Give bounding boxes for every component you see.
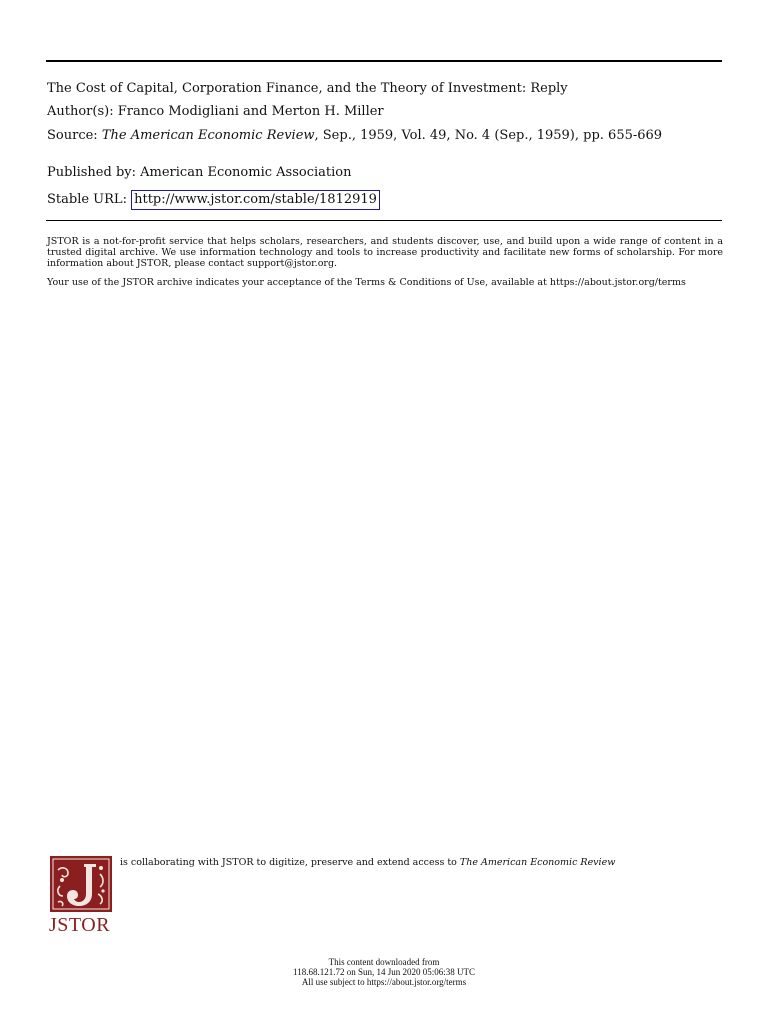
- download-notice: This content downloaded from: [328, 957, 440, 967]
- publisher-name: American Economic Association: [140, 165, 352, 180]
- terms-notice: Your use of the JSTOR archive indicates your acceptance of the Terms & Conditions of Use, available at https://about.jstor.org/terms: [47, 277, 686, 288]
- stable-url-label: Stable URL:: [47, 192, 127, 207]
- download-terms: All use subject to https://about.jstor.org/terms: [301, 977, 467, 987]
- stable-url-row: [47, 190, 380, 210]
- jstor-about-notice: JSTOR is a not-for-profit service that helps scholars, researchers, and students discover, use, and build upon a wide range of content in a trusted digital archive. We use information technology and tools to increase productivity and facilitate new forms of scholarship. For more information about JSTOR, please contact support@jstor.org.: [47, 236, 723, 269]
- article-authors: [47, 104, 384, 119]
- collaboration-statement: [120, 857, 680, 868]
- source-details: , Sep., 1959, Vol. 49, No. 4 (Sep., 1959), pp. 655-669: [314, 128, 663, 143]
- stable-url-link[interactable]: http://www.jstor.com/stable/1812919: [131, 190, 380, 210]
- collaboration-journal: The American Economic Review: [459, 857, 616, 868]
- section-divider: [46, 220, 722, 221]
- jstor-logo-icon: [50, 856, 112, 912]
- download-ip-timestamp: 118.68.121.72 on Sun, 14 Jun 2020 05:06:38 UTC: [293, 967, 475, 977]
- publisher-label: Published by:: [47, 165, 136, 180]
- jstor-emblem-icon: [50, 856, 112, 912]
- source-journal: The American Economic Review: [101, 128, 315, 143]
- source-label: Source:: [47, 128, 98, 143]
- article-source: [47, 128, 723, 143]
- article-publisher: [47, 165, 351, 180]
- author-names: Franco Modigliani and Merton H. Miller: [117, 104, 384, 119]
- top-rule: [46, 60, 722, 62]
- jstor-wordmark: JSTOR: [49, 914, 111, 936]
- author-label: Author(s):: [47, 104, 114, 119]
- collaboration-text: is collaborating with JSTOR to digitize, preserve and extend access to: [120, 857, 460, 868]
- article-title: The Cost of Capital, Corporation Finance, and the Theory of Investment: Reply: [47, 81, 568, 96]
